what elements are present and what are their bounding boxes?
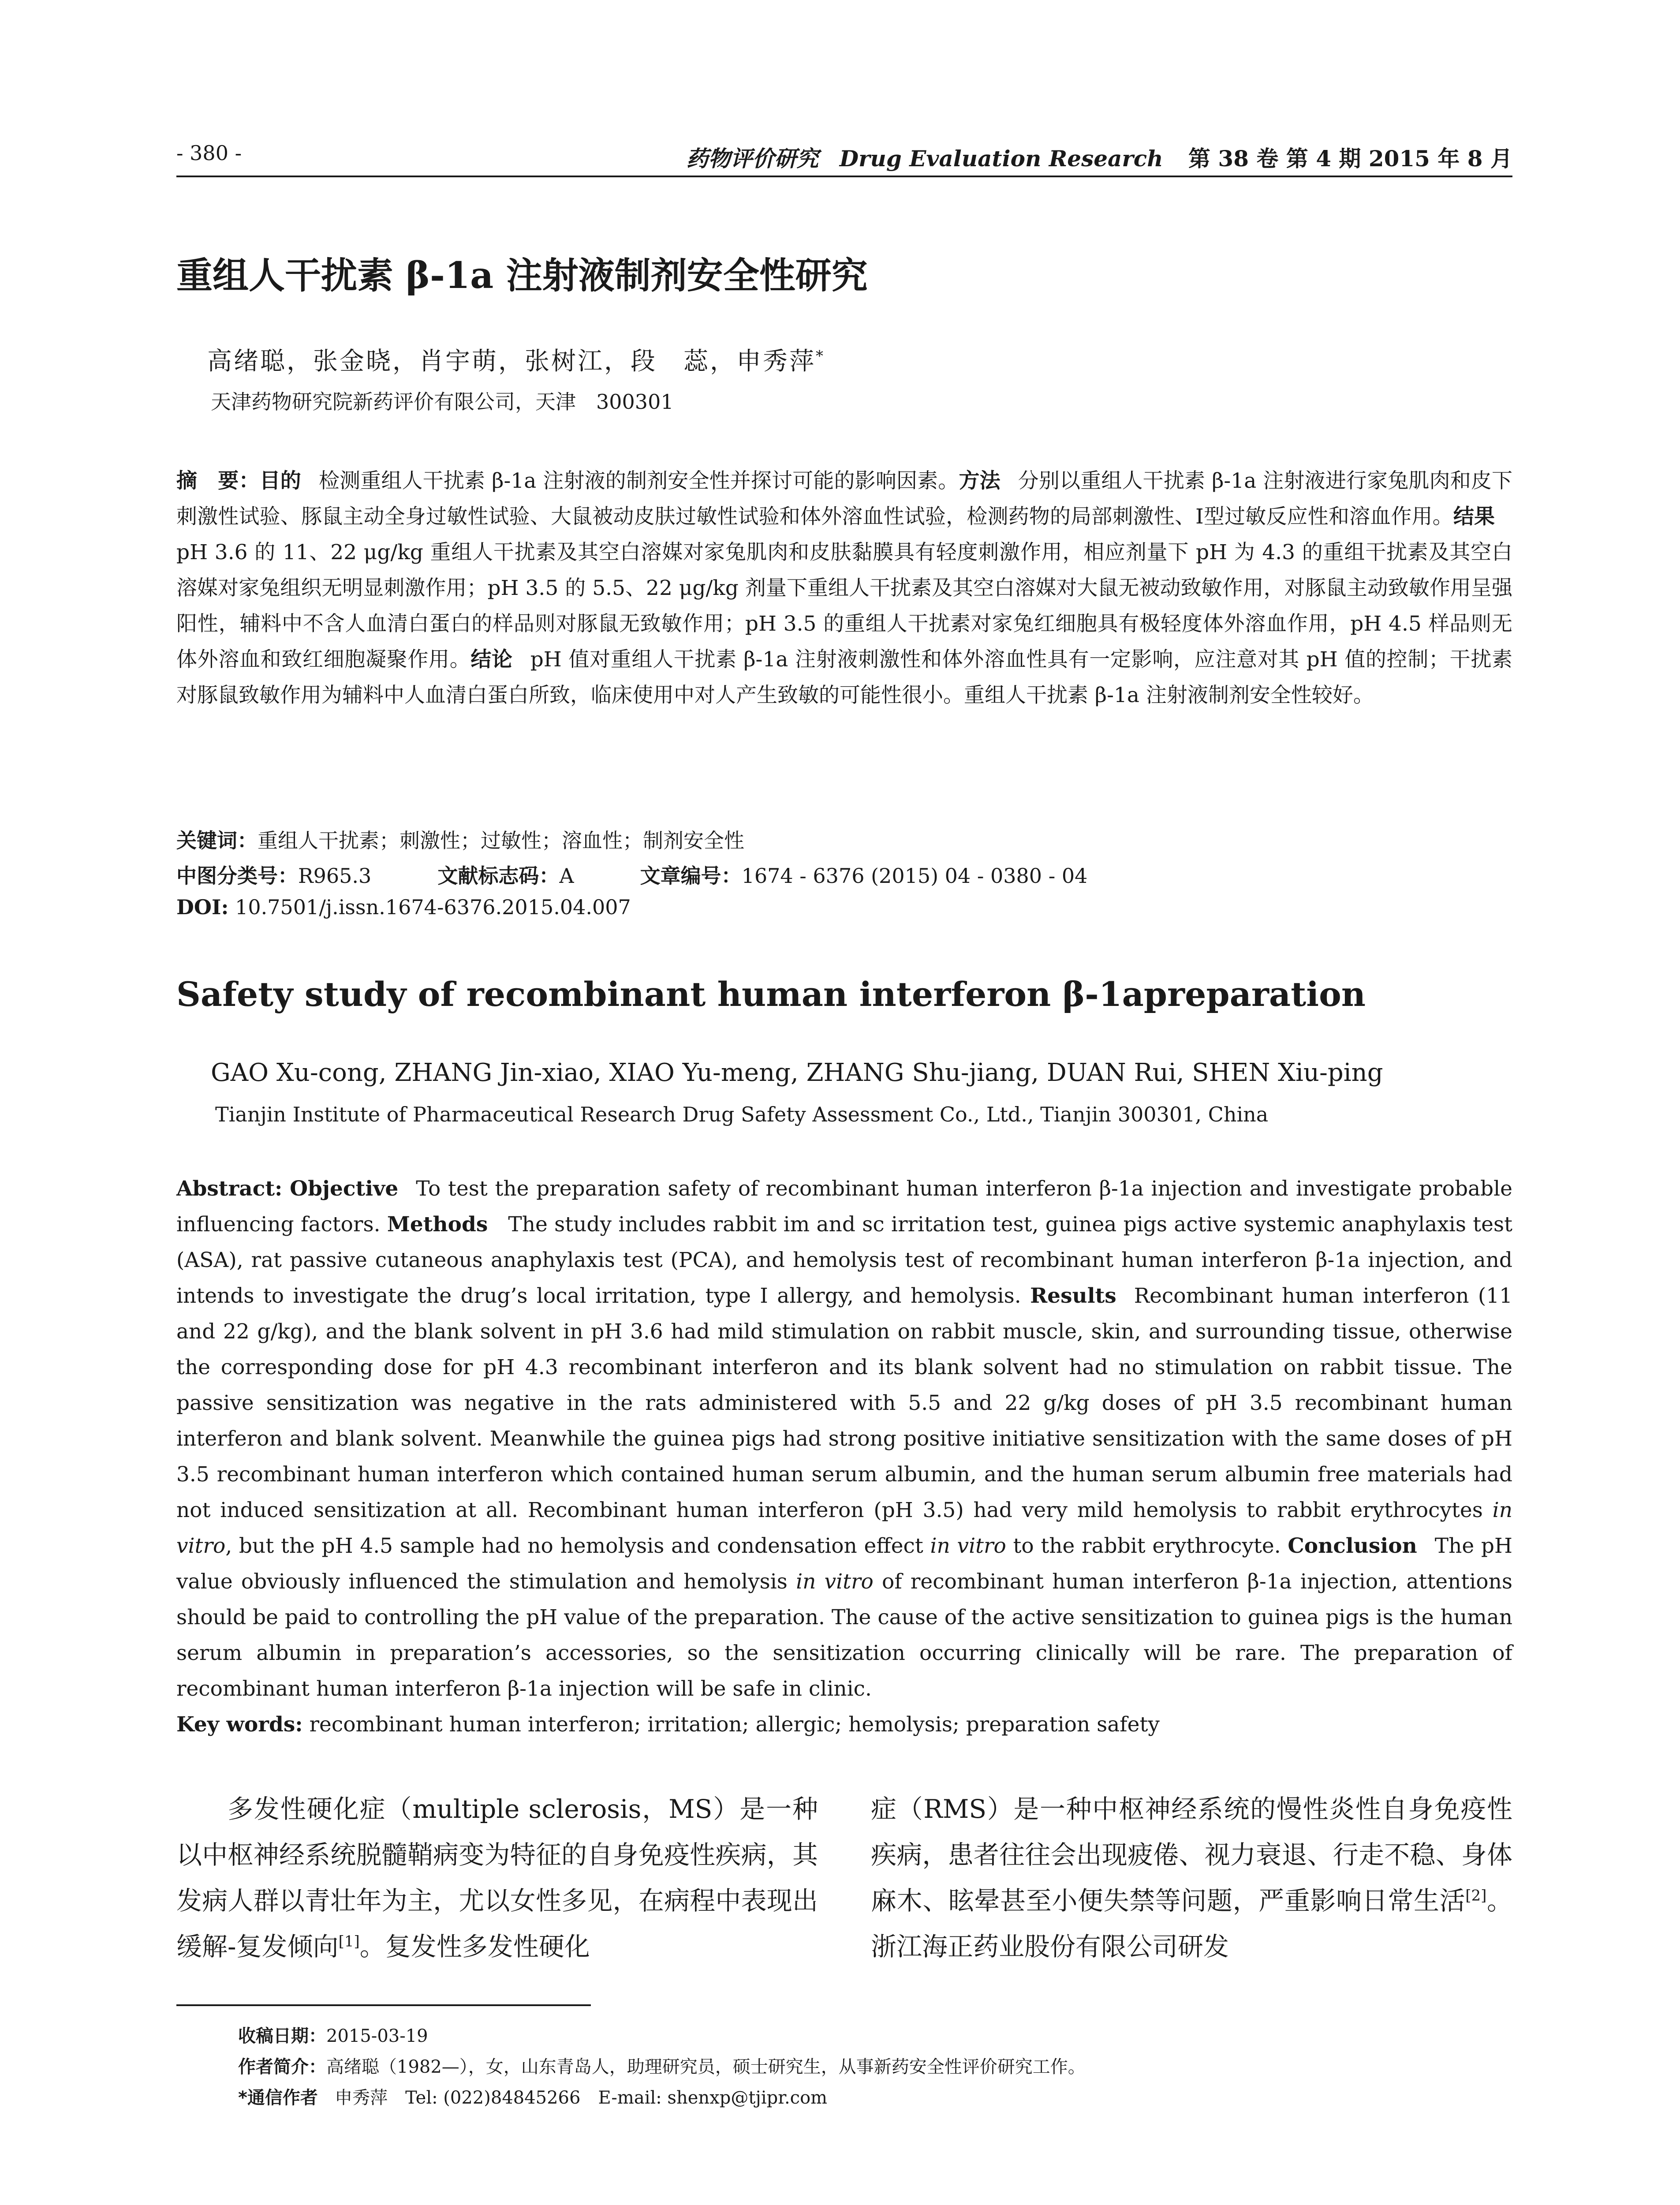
document-code: A	[559, 864, 574, 888]
article-number: 1674 - 6376 (2015) 04 - 0380 - 04	[741, 864, 1088, 888]
citation-2[interactable]: [2]	[1465, 1887, 1487, 1905]
journal-info	[686, 141, 1512, 173]
cn-conclusion-text: pH 值对重组人干扰素 β-1a 注射液刺激性和体外溶血性具有一定影响，应注意对其 pH 值的控制；干扰素对豚鼠致敏作用为辅料中人血清白蛋白所致，临床使用中对人产生致敏的可能性很小。重组人干扰素 β-1a 注射液制剂安全性较好。	[176, 647, 1512, 707]
en-objective-label: Objective	[290, 1177, 399, 1201]
cn-objective-text: 检测重组人干扰素 β-1a 注射液的制剂安全性并探讨可能的影响因素。	[318, 469, 959, 493]
en-title: Safety study of recombinant human interferon β-1apreparation	[176, 975, 1366, 1014]
en-methods-label: Methods	[387, 1212, 488, 1237]
cn-results-text: pH 3.6 的 11、22 μg/kg 重组人干扰素及其空白溶媒对家兔肌肉和皮肤黏膜具有轻度刺激作用，相应剂量下 pH 为 4.3 的重组干扰素及其空白溶媒对家兔组织无明显刺激作用；pH 3.5 的 5.5、22 μg/kg 剂量下重组人干扰素及其空白溶媒对大鼠无被动致敏作用，对豚鼠主动致敏作用呈强阳性，辅料中不含人血清白蛋白的样品则对豚鼠无致敏作用；pH 3.5 的重组人干扰素对家兔红细胞具有极轻度体外溶血作用，pH 4.5 样品则无体外溶血和致红细胞凝聚作用。	[176, 540, 1512, 672]
journal-name: Drug Evaluation Research	[839, 146, 1163, 172]
en-abstract: Abstract: Objective To test the preparation safety of recombinant human interferon β-1a injection and investigate probable influencing factors. Methods The study includes rabbit im and sc irritation test, guinea pigs active systemic anaphylaxis test (ASA), rat passive cutaneous anaphylaxis test (PCA), and hemolysis test of recombinant human interferon β-1a injection, and intends to investigate the drug’s local irritation, type I allergy, and hemolysis. Results Recombinant human interferon (11 and 22 g/kg), and the blank solvent in pH 3.6 had mild stimulation on rabbit muscle, skin, and surrounding tissue, otherwise the corresponding dose for pH 4.3 recombinant interferon and its blank solvent had no stimulation on rabbit tissue. The passive sensitization was negative in the rats administered with 5.5 and 22 g/kg doses of pH 3.5 recombinant human interferon and blank solvent. Meanwhile the guinea pigs had strong positive initiative sensitization with the same doses of pH 3.5 recombinant human interferon which contained human serum albumin, and the human serum albumin free materials had not induced sensitization at all. Recombinant human interferon (pH 3.5) had very mild hemolysis to rabbit erythrocytes in vitro, but the pH 4.5 sample had no hemolysis and condensation effect in vitro to the rabbit erythrocyte. Conclusion The pH value obviously influenced the stimulation and hemolysis in vitro of recombinant human interferon β-1a injection, attentions should be paid to controlling the pH value of the preparation. The cause of the active sensitization to guinea pigs is the human serum albumin in preparation’s accessories, so the sensitization occurring clinically will be rare. The preparation of recombinant human interferon β-1a injection will be safe in clinic. Key words: recombinant human interferon; irritation; allergic; hemolysis; preparation safety	[176, 1177, 1512, 1737]
citation-1[interactable]: [1]	[338, 1932, 360, 1951]
clc-number: R965.3	[298, 864, 372, 888]
en-results-label: Results	[1030, 1284, 1116, 1308]
en-keywords-label: Key words:	[176, 1712, 303, 1737]
body-column-left: 多发性硬化症（multiple sclerosis，MS）是一种以中枢神经系统脱髓鞘病变为特征的自身免疫性疾病，其发病人群以青壮年为主，尤以女性多见，在病程中表现出缓解-复发倾向[1]。复发性多发性硬化	[176, 1794, 818, 1962]
cn-affiliation: 天津药物研究院新药评价有限公司，天津 300301	[211, 390, 674, 414]
cn-conclusion-label: 结论	[470, 647, 513, 672]
cn-methods-label: 方法	[959, 469, 1001, 493]
en-authors: GAO Xu-cong, ZHANG Jin-xiao, XIAO Yu-meng, ZHANG Shu-jiang, DUAN Rui, SHEN Xiu-ping	[211, 1058, 1383, 1087]
corresponding-mark: *	[816, 347, 825, 365]
en-affiliation: Tianjin Institute of Pharmaceutical Research Drug Safety Assessment Co., Ltd., Tianjin 300301, China	[215, 1102, 1269, 1126]
footnote-received: 收稿日期：2015-03-19	[238, 2026, 428, 2046]
body-column-right: 症（RMS）是一种中枢神经系统的慢性炎性自身免疫性疾病，患者往往会出现疲倦、视力衰退、行走不稳、身体麻木、眩晕甚至小便失禁等问题，严重影响日常生活[2]。浙江海正药业股份有限公司研发	[871, 1794, 1512, 1962]
cn-authors: 高绪聪，张金晓，肖宇萌，张树江，段 蕊，申秀萍*	[207, 347, 825, 376]
en-conclusion-label: Conclusion	[1288, 1534, 1417, 1558]
cn-abstract	[176, 463, 1512, 713]
footnote-rule	[176, 2004, 591, 2006]
cn-methods-text: 分别以重组人干扰素 β-1a 注射液进行家兔肌肉和皮下刺激性试验、豚鼠主动全身过敏性试验、大鼠被动皮肤过敏性试验和体外溶血性试验，检测药物的局部刺激性、Ⅰ型过敏反应性和溶血作用。	[176, 469, 1513, 529]
running-header	[176, 141, 1512, 181]
journal-logo: 药物评价研究	[686, 146, 819, 172]
page-number: - 380 -	[176, 141, 242, 165]
footnote-author-bio: 作者简介：高绪聪（1982—），女，山东青岛人，助理研究员，硕士研究生，从事新药安全性评价研究工作。	[238, 2057, 1086, 2077]
header-rule	[176, 176, 1512, 177]
cn-objective-label: 目的	[259, 469, 301, 493]
cn-abstract-label: 摘 要：	[176, 469, 260, 493]
footnote-corresponding: *通信作者 申秀萍 Tel: (022)84845266 E-mail: shenxp@tjipr.com	[238, 2088, 828, 2108]
en-abstract-label: Abstract:	[176, 1177, 283, 1201]
cn-results-label: 结果	[1453, 505, 1495, 529]
classification-line: 中图分类号：R965.3 文献标志码：A 文章编号：1674 - 6376 (2015) 04 - 0380 - 04	[176, 864, 1088, 888]
doi-link[interactable]: 10.7501/j.issn.1674-6376.2015.04.007	[235, 895, 631, 919]
cn-title: 重组人干扰素 β-1a 注射液制剂安全性研究	[176, 254, 868, 297]
doi-line: DOI: 10.7501/j.issn.1674-6376.2015.04.007	[176, 895, 631, 919]
en-keywords: recombinant human interferon; irritation; allergic; hemolysis; preparation safety	[309, 1712, 1160, 1737]
journal-issue: 第 38 卷 第 4 期 2015 年 8 月	[1188, 146, 1512, 172]
cn-keywords: 关键词：重组人干扰素；刺激性；过敏性；溶血性；制剂安全性	[176, 829, 744, 852]
